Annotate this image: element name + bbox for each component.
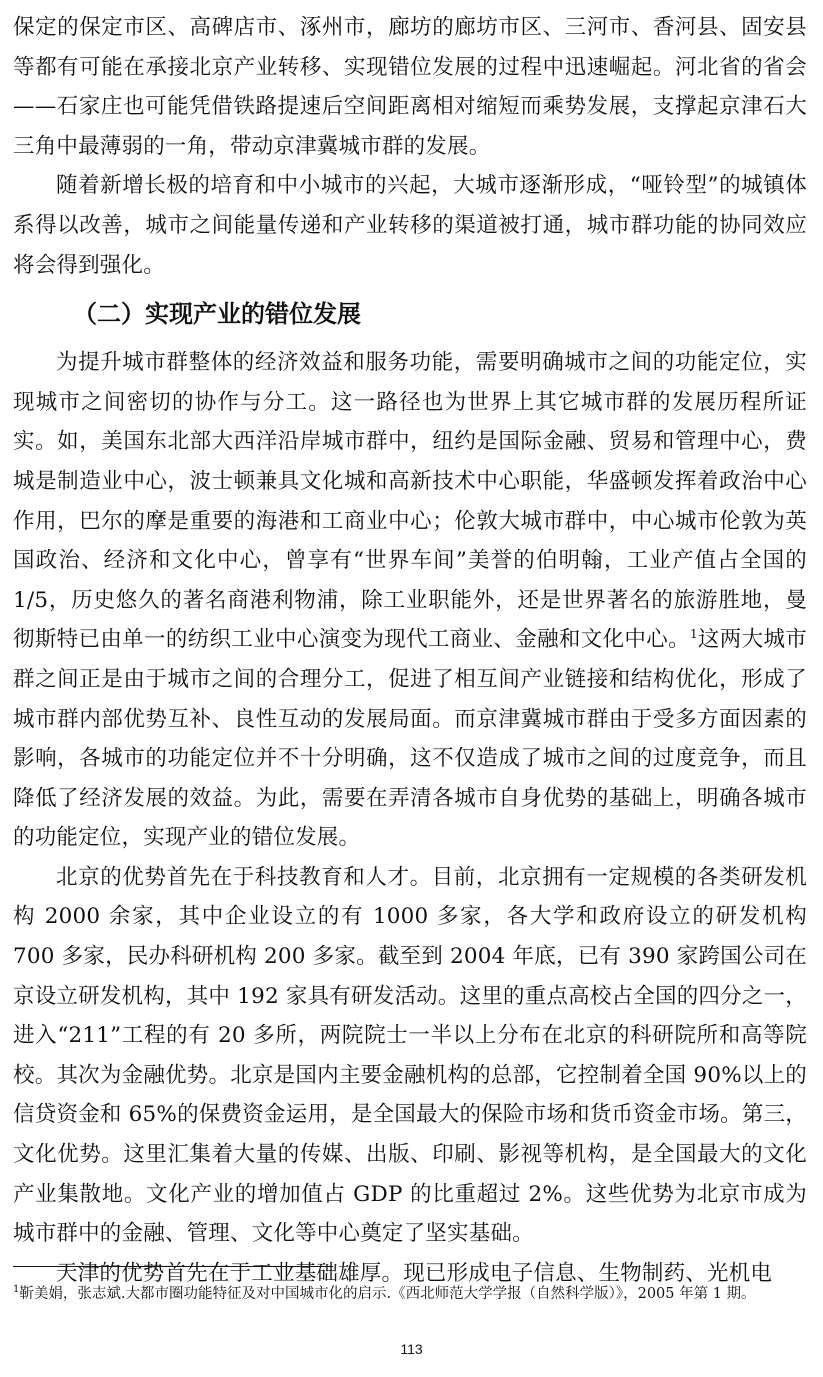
paragraph-continued: 保定的保定市区、高碑店市、涿州市，廊坊的廊坊市区、三河市、香河县、固安县等都有可能在承接北京产业转移、实现错位发展的过程中迅速崛起。河北省的省会——石家庄也可能凭借铁路提速后空间距离相对缩短而乘势发展，支撑起京津石大三角中最薄弱的一角，带动京津冀城市群的发展。 [13,15,807,159]
paragraph-functional-positioning [13,343,807,858]
footnote-reference[interactable]: 1 [689,627,698,642]
footnote-divider [13,1266,333,1267]
paragraph-text-part-2: 这两大城市群之间正是由于城市之间的合理分工，促进了相互间产业链接和结构优化，形成了城市群内部优势互补、良性互动的发展局面。而京津冀城市群由于受多方面因素的影响，各城市的功能定位并不十分明确，这不仅造成了城市之间的过度竞争，而且降低了经济发展的效益。为此，需要在弄清各城市自身优势的基础上，明确各城市的功能定位，实现产业的错位发展。 [13,627,807,851]
paragraph-beijing-advantages: 北京的优势首先在于科技教育和人才。目前，北京拥有一定规模的各类研发机构 2000 余家，其中企业设立的有 1000 多家，各大学和政府设立的研发机构 700 多家，民办科研机构 200 多家。截至到 2004 年底，已有 390 家跨国公司在京设立研发机构，其中 192 家具有研发活动。这里的重点高校占全国的四分之一，进入“211”工程的有 20 多所，两院院士一半以上分布在北京的科研院所和高等院校。其次为金融优势。北京是国内主要金融机构的总部，它控制着全国 90%以上的信贷资金和 65%的保费资金运用，是全国最大的保险市场和货币资金市场。第三，文化优势。这里汇集着大量的传媒、出版、印刷、影视等机构，是全国最大的文化产业集散地。文化产业的增加值占 GDP 的比重超过 2%。这些优势为北京市成为城市群中的金融、管理、文化等中心奠定了坚实基础。 [13,864,807,1247]
section-heading: （二）实现产业的错位发展 [73,300,361,329]
footnote [13,1280,807,1308]
paragraph-tianjin-advantages: 天津的优势首先在于工业基础雄厚。现已形成电子信息、生物制药、光机电 [56,1260,773,1286]
page-number: 113 [400,1341,423,1357]
paragraph-text-part-1: 为提升城市群整体的经济效益和服务功能，需要明确城市之间的功能定位，实现城市之间密切的协作与分工。这一路径也为世界上其它城市群的发展历程所证实。如，美国东北部大西洋沿岸城市群中，纽约是国际金融、贸易和管理中心，费城是制造业中心，波士顿兼具文化城和高新技术中心职能，华盛顿发挥着政治中心作用，巴尔的摩是重要的海港和工商业中心；伦敦大城市群中，中心城市伦敦为英国政治、经济和文化中心，曾享有“世界车间”美誉的伯明翰，工业产值占全国的 1/5，历史悠久的著名商港利物浦，除工业职能外，还是世界著名的旅游胜地，曼彻斯特已由单一的纺织工业中心演变为现代工商业、金融和文化中心。 [13,350,807,653]
footnote-marker: 1 [13,1284,20,1296]
footnote-text: 靳美娟，张志斌.大都市圈功能特征及对中国城市化的启示.《西北师范大学学报（自然科学版）》，2005 年第 1 期。 [19,1286,756,1302]
paragraph-dumbbell: 随着新增长极的培育和中小城市的兴起，大城市逐渐形成，“哑铃型”的城镇体系得以改善，城市之间能量传递和产业转移的渠道被打通，城市群功能的协同效应将会得到强化。 [13,173,807,278]
